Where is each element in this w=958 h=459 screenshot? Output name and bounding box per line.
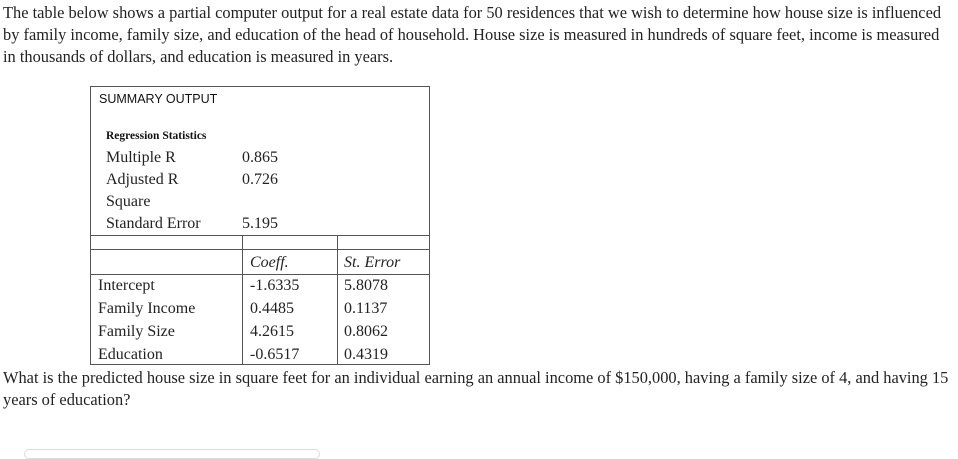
coef-row-coeff-family-size: 4.2615	[250, 323, 294, 340]
table-divider	[91, 249, 429, 250]
stat-value-standard-error: 5.195	[242, 215, 278, 232]
coef-row-label-family-income: Family Income	[98, 300, 196, 317]
table-divider	[91, 235, 429, 236]
stat-value-multiple-r: 0.865	[242, 149, 278, 166]
coef-row-coeff-family-income: 0.4485	[250, 300, 294, 317]
coef-row-coeff-intercept: -1.6335	[250, 277, 300, 294]
summary-output-table	[90, 86, 430, 365]
answer-input-field[interactable]	[24, 449, 320, 459]
coef-header-st-error: St. Error	[344, 254, 401, 271]
coef-row-label-intercept: Intercept	[98, 277, 155, 294]
coef-row-se-education: 0.4319	[344, 346, 388, 363]
stat-label-square: Square	[106, 193, 151, 210]
coef-row-coeff-education: -0.6517	[250, 346, 300, 363]
coef-row-se-family-size: 0.8062	[344, 323, 388, 340]
column-divider	[337, 235, 338, 365]
stat-label-standard-error: Standard Error	[106, 215, 201, 232]
regression-statistics-heading: Regression Statistics	[106, 130, 207, 142]
coef-row-label-family-size: Family Size	[98, 323, 175, 340]
coef-header-coeff: Coeff.	[250, 254, 289, 271]
intro-paragraph: The table below shows a partial computer output for a real estate data for 50 residences that we wish to determine how house size is influenced by family income, family size, and education of the head of household. House size is measured in hundreds of square feet, income is measured in thousands of dollars, and education is measured in years.	[3, 3, 942, 66]
coef-row-se-family-income: 0.1137	[344, 300, 388, 317]
column-divider	[242, 235, 243, 365]
question-paragraph: What is the predicted house size in square feet for an individual earning an annual income of $150,000, having a family size of 4, and having 15 years of education?	[3, 368, 949, 409]
stat-value-adjusted-r: 0.726	[242, 171, 278, 188]
stat-label-adjusted-r: Adjusted R	[106, 171, 179, 188]
coef-row-label-education: Education	[98, 346, 163, 363]
coef-row-se-intercept: 5.8078	[344, 277, 388, 294]
summary-output-title: SUMMARY OUTPUT	[99, 92, 218, 106]
stat-label-multiple-r: Multiple R	[106, 149, 176, 166]
